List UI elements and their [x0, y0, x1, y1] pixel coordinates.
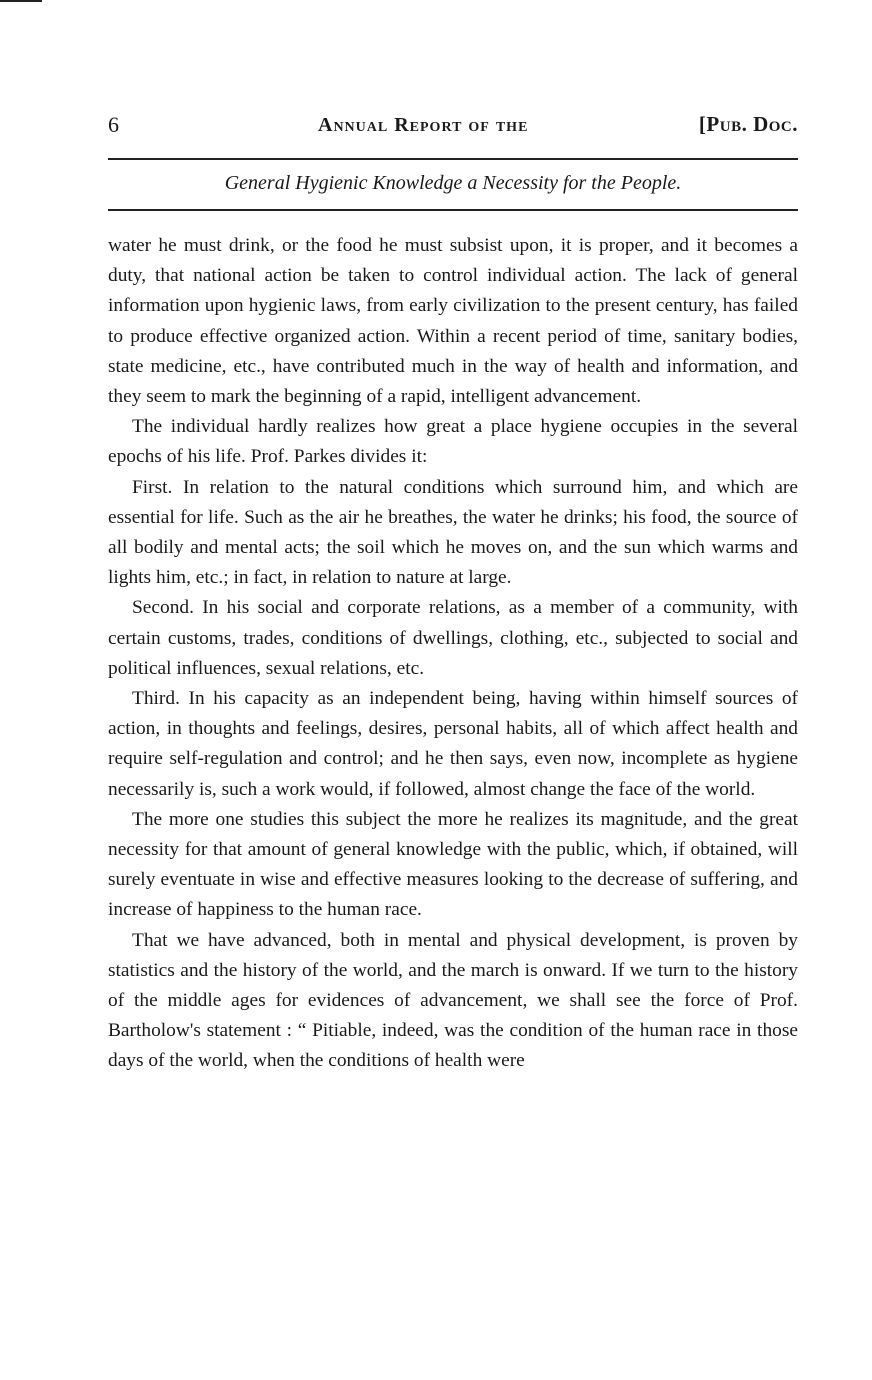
heading-rule-bottom — [108, 209, 798, 211]
paragraph-first: First. In relation to the natural conditions which surround him, and which are essential for life. Such as the air he breathes, the water he drinks; his food, the source of all bodily and mental acts; the soil which he moves on, and the sun which warms and lights him, etc.; in fact, in relation to nature at large. — [108, 476, 798, 589]
document-page — [108, 112, 798, 1077]
body-text — [108, 231, 798, 1077]
running-head-title: Annual Report of the — [318, 114, 529, 136]
page-corner-mark — [0, 0, 42, 2]
section-heading: General Hygienic Knowledge a Necessity for the People. — [224, 172, 682, 194]
paragraph-magnitude: The more one studies this subject the more he realizes its magnitude, and the great necessity for that amount of general knowledge with the public, which, if obtained, will surely eventuate in wise and effective measures looking to the decrease of suffering, and increase of happiness to the human race. — [108, 808, 798, 921]
paragraph-epochs-intro: The individual hardly realizes how great a place hygiene occupies in the several epochs of his life. Prof. Parkes divides it: — [108, 416, 798, 468]
paragraph-advancement: That we have advanced, both in mental and physical development, is proven by statistics and the history of the world, and the march is onward. If we turn to the history of the middle ages for evidences of advancement, we shall see the force of Prof. Bartholow's statement : “ Pitiable, indeed, was the condition of the human race in those days of the world, when the conditions of health were — [108, 929, 798, 1072]
running-head-doc: [Pub. Doc. — [698, 112, 798, 136]
paragraph-third: Third. In his capacity as an independent being, having within himself sources of action, in thoughts and feelings, desires, personal habits, all of which affect health and require self-regulation and control; and he then says, even now, incomplete as hygiene necessarily is, such a work would, if followed, almost change the face of the world. — [108, 688, 798, 800]
paragraph-second: Second. In his social and corporate relations, as a member of a community, with certain customs, trades, conditions of dwellings, clothing, etc., subjected to social and political influences, sexual relations, etc. — [108, 597, 798, 679]
paragraph-continued: water he must drink, or the food he must subsist upon, it is proper, and it becomes a duty, that national action be taken to control individual action. The lack of general information upon hygienic laws, from early civilization to the present century, has failed to produce effective organized action. Within a recent period of time, sanitary bodies, state medicine, etc., have contributed much in the way of health and information, and they seem to mark the beginning of a rapid, intelligent advancement. — [108, 235, 798, 408]
page-number: 6 — [108, 112, 119, 137]
running-head — [108, 112, 798, 146]
